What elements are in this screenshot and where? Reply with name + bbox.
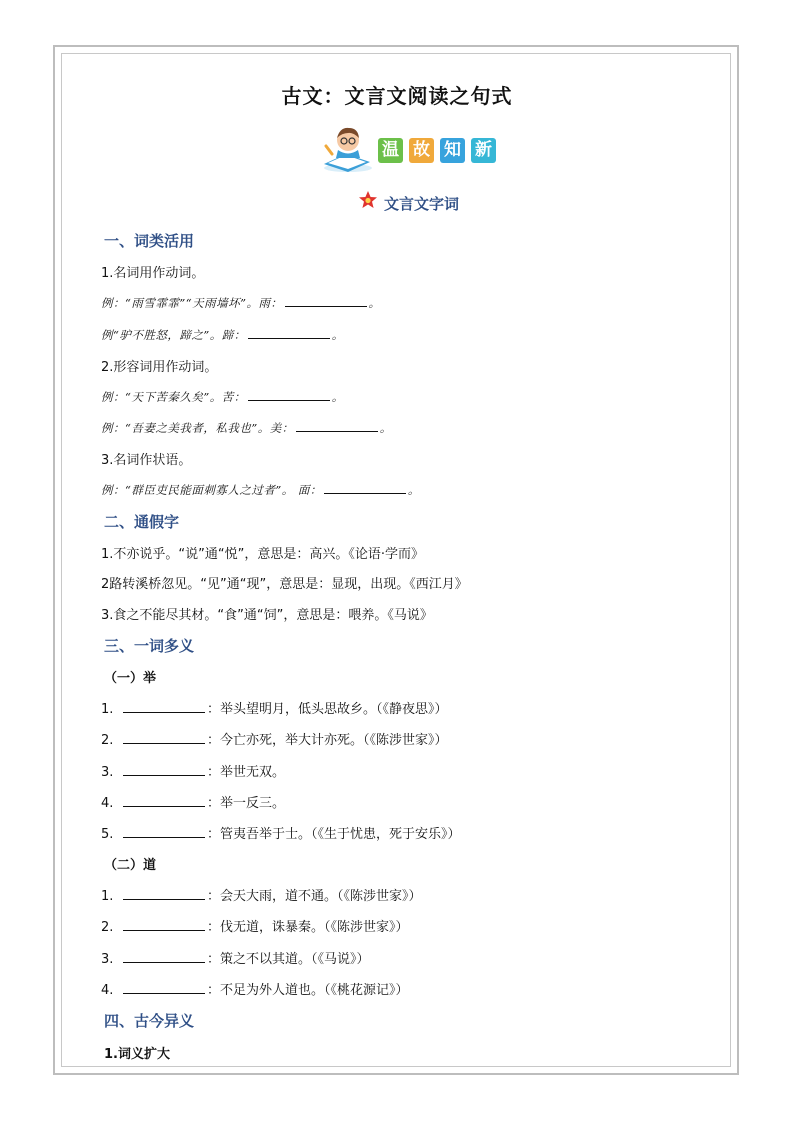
s1-example-3: 例：“天下苦秦久矣”。苦： 。	[101, 390, 344, 404]
s3-g2-item-4: 4. ：不足为外人道也。（《桃花源记》）	[101, 983, 409, 998]
answer-blank[interactable]	[123, 950, 205, 963]
s2-item-1: 1.不亦说乎。“说”通“悦”，意思是：高兴。《论语·学而》	[101, 547, 424, 562]
s1-example-5: 例：“群臣吏民能面刺寡人之过者”。 面： 。	[101, 483, 420, 497]
s3-g2-item-2: 2. ：伐无道，诛暴秦。（《陈涉世家》）	[101, 920, 409, 935]
answer-blank[interactable]	[123, 981, 205, 994]
s2-item-3: 3.食之不能尽其材。“食”通“饲”，意思是：喂养。《马说》	[101, 608, 433, 623]
review-badge	[318, 124, 508, 174]
answer-blank[interactable]	[123, 794, 205, 807]
answer-blank[interactable]	[123, 731, 205, 744]
s3-group-1-title: （一）举	[104, 671, 157, 686]
answer-blank[interactable]	[123, 918, 205, 931]
answer-blank[interactable]	[123, 700, 205, 713]
answer-blank[interactable]	[123, 825, 205, 838]
s1-point-1: 1.名词用作动词。	[101, 266, 205, 281]
s2-item-2: 2路转溪桥忽见。“见”通“现”，意思是：显现，出现。《西江月》	[101, 577, 468, 592]
s1-point-3: 3.名词作状语。	[101, 453, 192, 468]
s3-g1-item-2: 2. ：今亡亦死，举大计亦死。（《陈涉世家》）	[101, 733, 448, 748]
answer-blank[interactable]	[285, 294, 367, 307]
s1-example-4: 例：“吾妻之美我者，私我也”。美： 。	[101, 421, 392, 435]
badge-char-gu: 故	[409, 138, 434, 163]
s1-example-2: 例“驴不胜怒，蹄之”。蹄： 。	[101, 328, 344, 342]
badge-char-xin: 新	[471, 138, 496, 163]
star-icon	[358, 190, 378, 210]
sub-heading-text: 文言文字词	[384, 195, 460, 213]
badge-char-zhi: 知	[440, 138, 465, 163]
badge-char-wen: 温	[378, 138, 403, 163]
s3-g2-item-1: 1. ：会天大雨，道不通。（《陈涉世家》）	[101, 889, 422, 904]
answer-blank[interactable]	[324, 481, 406, 494]
student-reading-icon	[318, 124, 380, 174]
section-heading-1: 一、词类活用	[104, 232, 195, 250]
answer-blank[interactable]	[123, 887, 205, 900]
answer-blank[interactable]	[296, 419, 378, 432]
s3-g1-item-5: 5. ：管夷吾举于士。（《生于忧患，死于安乐》）	[101, 827, 461, 842]
answer-blank[interactable]	[123, 763, 205, 776]
s3-group-2-title: （二）道	[104, 858, 157, 873]
s3-g1-item-3: 3. ：举世无双。	[101, 765, 286, 780]
answer-blank[interactable]	[248, 388, 330, 401]
section-heading-2: 二、通假字	[104, 513, 180, 531]
s3-g2-item-3: 3. ：策之不以其道。（《马说》）	[101, 952, 370, 967]
s3-g1-item-4: 4. ：举一反三。	[101, 796, 286, 811]
s3-g1-item-1: 1. ：举头望明月，低头思故乡。（《静夜思》）	[101, 702, 448, 717]
s1-point-2: 2.形容词用作动词。	[101, 360, 218, 375]
section-heading-4: 四、古今异义	[104, 1012, 195, 1030]
s1-example-1: 例：“雨雪霏霏”“天雨墙坏”。雨： 。	[101, 296, 381, 310]
answer-blank[interactable]	[248, 326, 330, 339]
s4-sub-1: 1.词义扩大	[104, 1047, 170, 1062]
page-title: 古文：文言文阅读之句式	[281, 84, 513, 108]
section-heading-3: 三、一词多义	[104, 637, 195, 655]
